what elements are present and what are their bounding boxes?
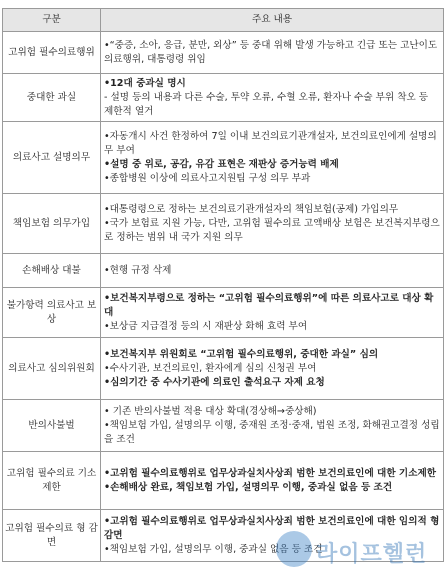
summary-table: [2, 8, 444, 562]
content-line: •“중증, 소아, 응급, 분만, 외상” 등 중대 위해 발생 가능하고 긴급 또는 고난이도 의료행위, 대통령령 위임: [104, 39, 438, 65]
content-line: •고위험 필수의료행위로 업무상과실치사상죄 범한 보건의료인에 대한 기소제한: [104, 467, 437, 479]
header-category: 구분: [3, 9, 101, 32]
row-category: 고위험 필수의료행위: [3, 32, 101, 74]
row-content: [101, 288, 444, 338]
table-row: [3, 288, 444, 338]
content-line: •국가 보험료 지원 가능, 다만, 고위험 필수의료 고액배상 보험은 보건복지부령으로 정하는 범위 내 국가 지원 의무: [104, 217, 440, 243]
row-category: 고위험 필수의료 기소제한: [3, 452, 101, 510]
table-row: [3, 32, 444, 74]
row-category: 의료사고 설명의무: [3, 122, 101, 194]
watermark-globe-icon: [276, 531, 312, 567]
row-category: 손해배상 대불: [3, 254, 101, 288]
content-line: •대통령령으로 정하는 보건의료기관개설자의 책임보험(공제) 가입의무: [104, 203, 399, 215]
content-line: •심의기간 중 수사기관에 의료인 출석요구 자제 요청: [104, 376, 325, 388]
row-content: [101, 452, 444, 510]
row-category: 불가항력 의료사고 보상: [3, 288, 101, 338]
content-line: • 기존 반의사불벌 적용 대상 확대(경상해→중상해): [104, 405, 317, 417]
content-line: •손해배상 완료, 책임보험 가입, 설명의무 이행, 중과실 없음 등 조건: [104, 481, 393, 493]
table-row: [3, 400, 444, 452]
content-line: •보건복지부령으로 정하는 “고위험 필수의료행위”에 따른 의료사고로 대상 확대: [104, 292, 434, 318]
content-line: •책임보험 가입, 설명의무 이행, 중과실 없음 등 조건: [104, 543, 323, 555]
table-row: [3, 338, 444, 400]
row-category: 중대한 과실: [3, 74, 101, 122]
watermark-logo: [276, 531, 441, 571]
row-content: [101, 74, 444, 122]
content-line: •고위험 필수의료행위로 업무상과실치사상죄 범한 보건의료인에 대한 임의적 형 감면: [104, 515, 440, 541]
table-row: [3, 254, 444, 288]
content-line: •설명 중 위로, 공감, 유감 표현은 재판상 증거능력 배제: [104, 158, 339, 170]
row-content: [101, 338, 444, 400]
content-line: •종합병원 이상에 의료사고지원팀 구성 의무 부과: [104, 172, 311, 184]
row-content: [101, 254, 444, 288]
watermark-text: 라이프헬런: [316, 542, 428, 567]
row-category: 책임보험 의무가입: [3, 194, 101, 254]
content-line: •보건복지부 위원회로 “고위험 필수의료행위, 중대한 과실” 심의: [104, 348, 379, 360]
content-line: •12대 중과실 명시: [104, 77, 186, 89]
table-row: [3, 122, 444, 194]
row-content: [101, 122, 444, 194]
row-content: [101, 400, 444, 452]
table-header-row: [3, 9, 444, 32]
header-content: 주요 내용: [101, 9, 444, 32]
row-category: 고위험 필수의료 형 감면: [3, 510, 101, 562]
row-category: 반의사불벌: [3, 400, 101, 452]
content-line: •현행 규정 삭제: [104, 264, 172, 276]
content-line: •보상금 지급결정 등의 시 재판상 화해 효력 부여: [104, 320, 308, 332]
row-content: [101, 194, 444, 254]
content-line: - 설명 등의 내용과 다른 수술, 투약 오류, 수혈 오류, 환자나 수술 부위 착오 등 제한적 열거: [104, 91, 429, 117]
content-line: •자동개시 사건 한정하여 7일 이내 보건의료기관개설자, 보건의료인에게 설명의무 부여: [104, 130, 437, 156]
table-row: [3, 74, 444, 122]
table-row: [3, 452, 444, 510]
table-row: [3, 194, 444, 254]
row-category: 의료사고 심의위원회: [3, 338, 101, 400]
row-content: [101, 32, 444, 74]
content-line: •수사기관, 보건의료인, 환자에게 심의 신청권 부여: [104, 362, 317, 374]
content-line: •책임보험 가입, 설명의무 이행, 중재원 조정·중재, 법원 조정, 화해권고결정 성립을 조건: [104, 419, 440, 445]
